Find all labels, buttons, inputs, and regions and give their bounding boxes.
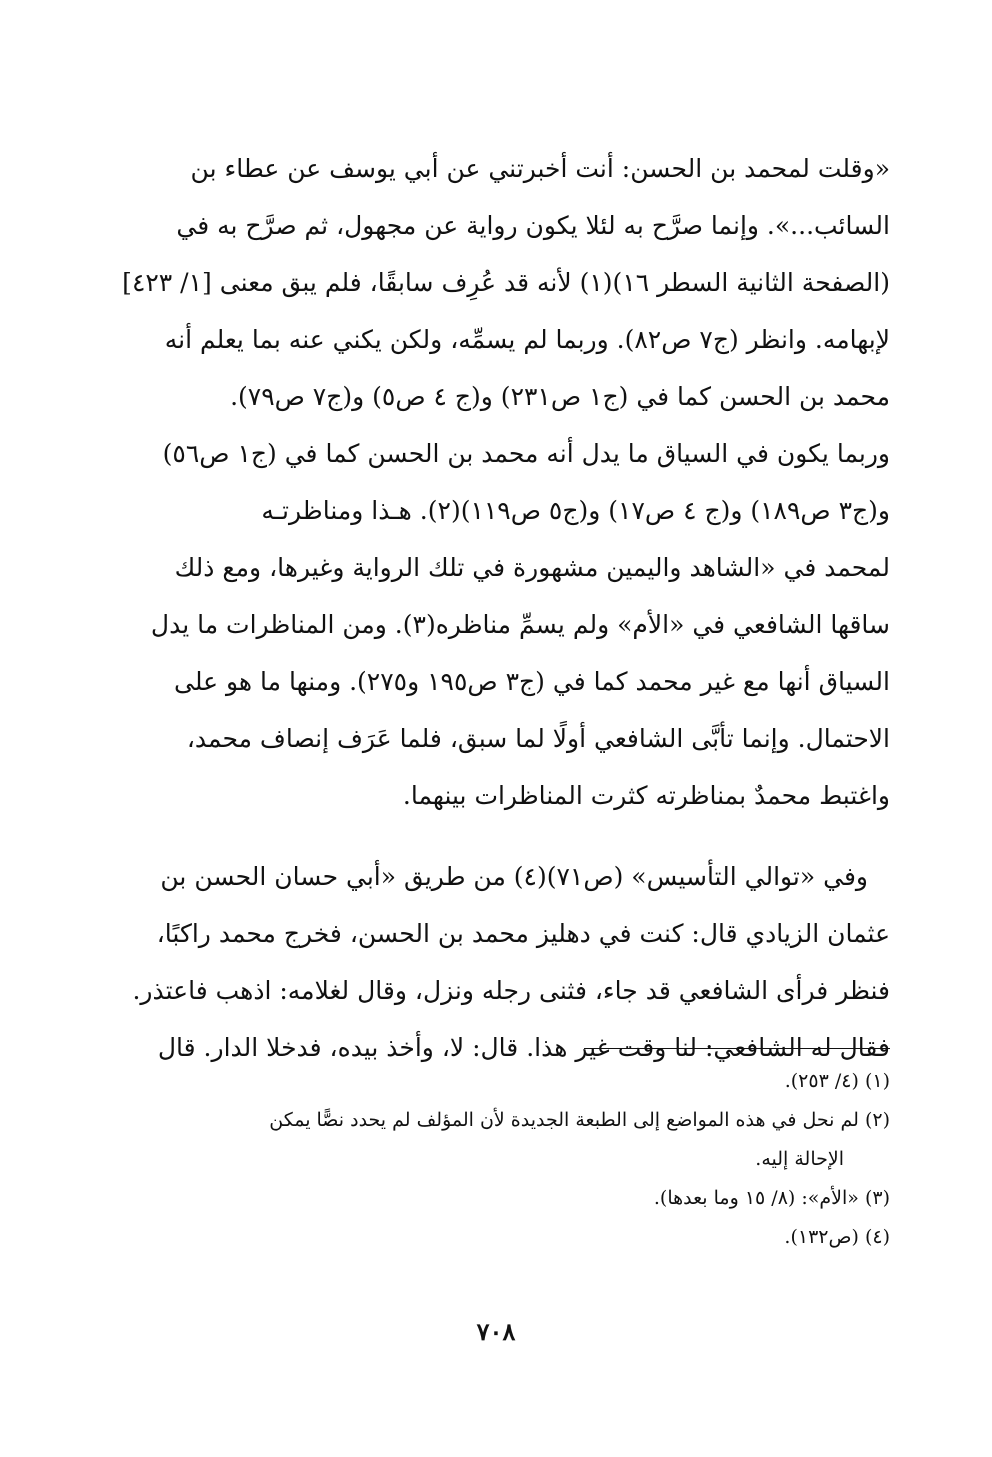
text-line: السياق أنها مع غير محمد كما في (ج٣ ص١٩٥ و٢٧٥). ومنها ما هو على bbox=[174, 667, 890, 696]
text-line: ساقها الشافعي في «الأم» ولم يسمِّ مناظره(٣). ومن المناظرات ما يدل bbox=[150, 610, 890, 639]
text-line: محمد بن الحسن كما في (ج١ ص٢٣١) و(ج ٤ ص٥) و(ج٧ ص٧٩). bbox=[230, 382, 890, 411]
text-line: واغتبط محمدٌ بمناظرته كثرت المناظرات بينهما. bbox=[402, 781, 890, 810]
footnotes bbox=[110, 1062, 890, 1257]
footnote-marker: (٢) bbox=[864, 1109, 890, 1131]
footnote-marker: (٣) bbox=[864, 1187, 890, 1209]
text-line: (الصفحة الثانية السطر ١٦)(١) لأنه قد عُرِف سابقًا، فلم يبق معنى [١/ ٤٢٣] bbox=[122, 268, 890, 297]
page-number: ٧٠٨ bbox=[476, 1317, 516, 1346]
text-line: السائب...». وإنما صرَّح به لئلا يكون رواية عن مجهول، ثم صرَّح به في bbox=[176, 211, 890, 240]
text-line: وفي «توالي التأسيس» (ص٧١)(٤) من طريق «أبي حسان الحسن بن bbox=[160, 862, 868, 891]
footnote-text: «الأم»: (٨/ ١٥ وما بعدها). bbox=[653, 1187, 859, 1209]
footnote-divider bbox=[584, 1048, 890, 1049]
footnote-text: لم نحل في هذه المواضع إلى الطبعة الجديدة لأن المؤلف لم يحدد نصًّا يمكن bbox=[269, 1109, 859, 1131]
text-line: الاحتمال. وإنما تأبَّى الشافعي أولًا لما سبق، فلما عَرَف إنصاف محمد، bbox=[186, 724, 890, 753]
footnote-marker: (١) bbox=[864, 1070, 890, 1092]
text-line: فنظر فرأى الشافعي قد جاء، فثنى رجله ونزل، وقال لغلامه: اذهب فاعتذر. bbox=[132, 976, 890, 1005]
text-line: عثمان الزيادي قال: كنت في دهليز محمد بن الحسن، فخرج محمد راكبًا، bbox=[156, 919, 890, 948]
footnote-marker: (٤) bbox=[864, 1226, 890, 1248]
footnote-text: (٤/ ٢٥٣). bbox=[784, 1070, 859, 1092]
text-line: لمحمد في «الشاهد واليمين مشهورة في تلك الرواية وغيرها، ومع ذلك bbox=[174, 553, 890, 582]
text-line: «وقلت لمحمد بن الحسن: أنت أخبرتني عن أبي يوسف عن عطاء بن bbox=[190, 154, 890, 183]
main-text bbox=[110, 140, 890, 1076]
footnote-2 bbox=[110, 1101, 890, 1140]
footnote-4 bbox=[110, 1218, 890, 1257]
text-line: وربما يكون في السياق ما يدل أنه محمد بن الحسن كما في (ج١ ص٥٦) bbox=[162, 439, 890, 468]
paragraph-gap bbox=[110, 824, 890, 848]
footnote-1 bbox=[110, 1062, 890, 1101]
footnote-3 bbox=[110, 1179, 890, 1218]
footnote-2-continuation: الإحالة إليه. bbox=[755, 1148, 844, 1170]
footnote-text: (ص١٣٢). bbox=[784, 1226, 859, 1248]
text-line: و(ج٣ ص١٨٩) و(ج ٤ ص١٧) و(ج٥ ص١١٩)(٢). هـذا ومناظرتـه bbox=[261, 496, 890, 525]
text-line: فقال له الشافعي: لنا وقت غير هذا. قال: لا، وأخذ بيده، فدخلا الدار. قال bbox=[157, 1033, 890, 1062]
text-line: لإبهامه. وانظر (ج٧ ص٨٢). وربما لم يسمِّه، ولكن يكني عنه بما يعلم أنه bbox=[164, 325, 890, 354]
